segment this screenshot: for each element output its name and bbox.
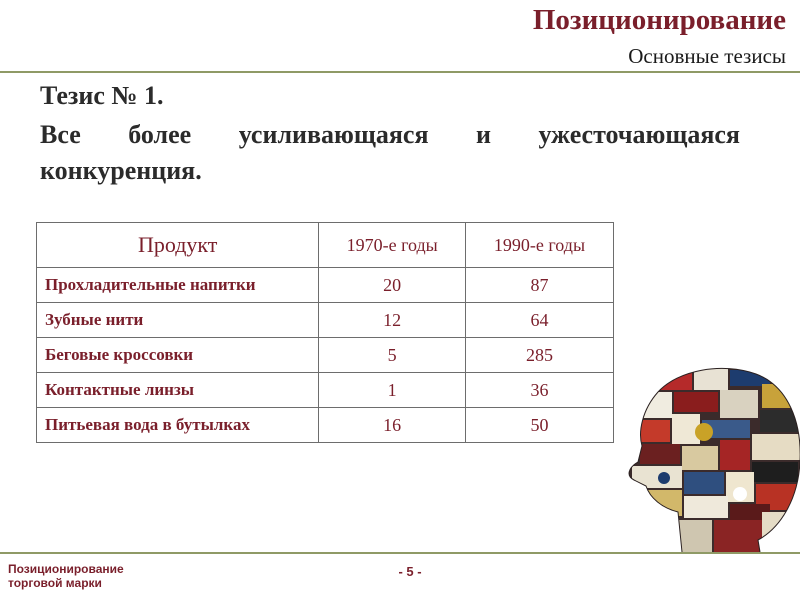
table-row bbox=[37, 373, 614, 408]
value-1970s-cell: 5 bbox=[319, 338, 466, 373]
column-header-1990s: 1990-е годы bbox=[465, 223, 613, 268]
value-1970s-cell: 16 bbox=[319, 408, 466, 443]
value-1970s-cell: 20 bbox=[319, 268, 466, 303]
product-cell: Беговые кроссовки bbox=[37, 338, 319, 373]
collage-head-illustration bbox=[612, 362, 800, 554]
product-cell: Питьевая вода в бутылках bbox=[37, 408, 319, 443]
value-1990s-cell: 64 bbox=[465, 303, 613, 338]
value-1970s-cell: 1 bbox=[319, 373, 466, 408]
table-row bbox=[37, 408, 614, 443]
value-1990s-cell: 36 bbox=[465, 373, 613, 408]
value-1990s-cell: 87 bbox=[465, 268, 613, 303]
footer-caption-line2: торговой марки bbox=[8, 576, 102, 590]
product-cell: Зубные нити bbox=[37, 303, 319, 338]
table-row bbox=[37, 338, 614, 373]
product-cell: Контактные линзы bbox=[37, 373, 319, 408]
table-row bbox=[37, 268, 614, 303]
table-row bbox=[37, 303, 614, 338]
thesis-body: Все более усиливающаяся и ужесточающаяся конкуренция. bbox=[40, 120, 740, 185]
value-1970s-cell: 12 bbox=[319, 303, 466, 338]
column-header-1970s: 1970-е годы bbox=[319, 223, 466, 268]
value-1990s-cell: 285 bbox=[465, 338, 613, 373]
product-cell: Прохладительные напитки bbox=[37, 268, 319, 303]
table-header-row bbox=[37, 223, 614, 268]
footer-divider bbox=[0, 552, 800, 554]
slide-subtitle: Основные тезисы bbox=[628, 44, 786, 68]
thesis-heading: Тезис № 1. bbox=[40, 81, 164, 110]
header-divider bbox=[0, 71, 800, 73]
slide-title: Позиционирование bbox=[532, 4, 786, 36]
competition-table bbox=[36, 222, 614, 443]
page-number: - 5 - bbox=[398, 564, 422, 579]
column-header-product: Продукт bbox=[37, 223, 319, 268]
footer-caption-line1: Позиционирование bbox=[8, 562, 124, 576]
footer-caption bbox=[8, 562, 168, 590]
value-1990s-cell: 50 bbox=[465, 408, 613, 443]
